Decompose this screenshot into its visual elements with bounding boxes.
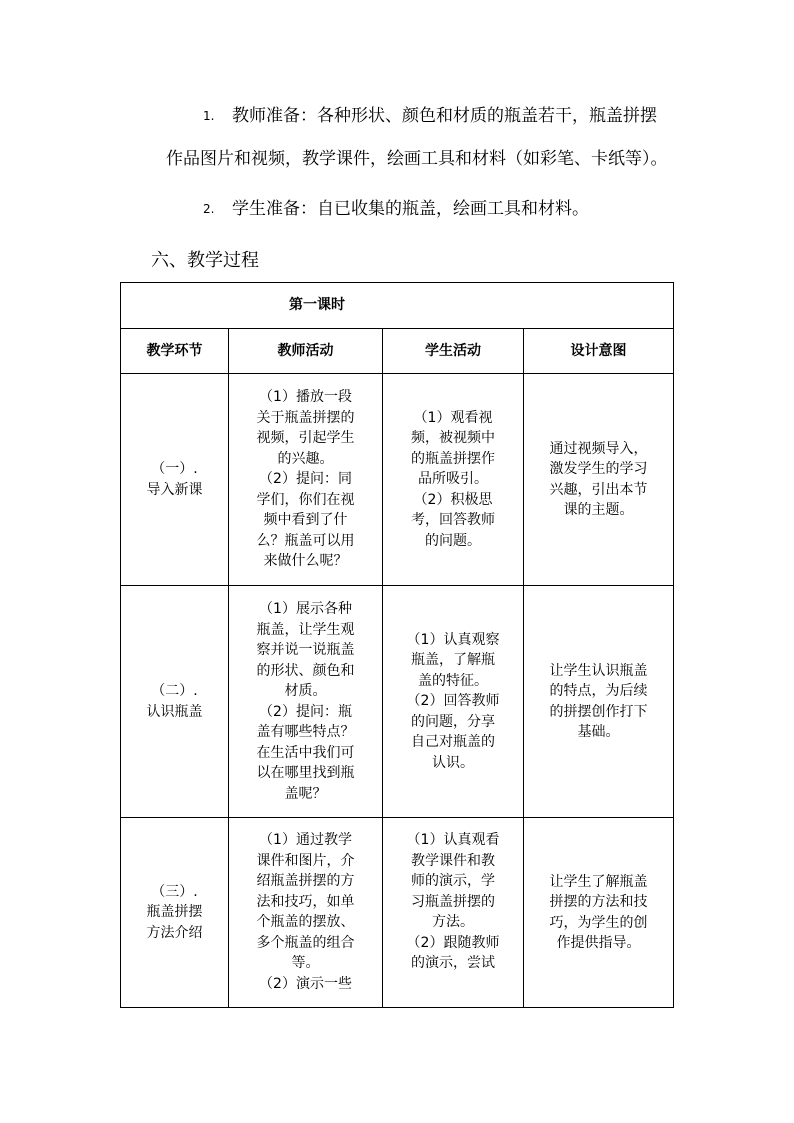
cell-text-line: 自己对瓶盖的 [411,734,495,751]
cell-text-line: 考，回答教师 [411,512,495,529]
cell-text-line: 频，被视频中 [411,430,495,447]
cell-text-line: 材质。 [284,683,327,699]
cell-text-line: 品所吸引。 [418,471,488,488]
design-intent-cell [524,374,674,586]
cell-text-line: 察并说一说瓶盖 [256,642,355,658]
teacher-prep-line-1: 教师准备：各种形状、颜色和材质的瓶盖若干，瓶盖拼摆 [232,106,657,126]
cell-text-line: 法和技巧，如单 [256,893,355,910]
cell-text-line: 频中看到了什 [263,512,348,529]
cell-text-line: 绍瓶盖拼摆的方 [256,873,355,889]
cell-text-line: （2）提问：瓶 [259,703,352,720]
cell-text-line: 以在哪里找到瓶 [256,765,355,781]
cell-text-line: 视频，引起学生 [256,430,355,447]
cell-text-line: 基础。 [577,724,620,740]
cell-text-line: 盖有哪些特点？ [256,724,355,740]
student-prep-line: 学生准备：自已收集的瓶盖，绘画工具和材料。 [232,199,589,219]
cell-text-line: 的特点，为后续 [549,683,648,699]
stage-cell [121,586,229,818]
cell-text-line: 么？瓶盖可以用 [256,532,355,549]
cell-text-line: 的问题，分享 [411,713,495,730]
cell-text-line: （1）认真观察 [406,631,500,648]
cell-text-line: 盖的特征。 [418,672,488,689]
stage-name: 方法介绍 [146,924,203,941]
stage-name: 认识瓶盖 [146,703,203,720]
cell-text-line: 课件和图片，介 [256,852,355,869]
section-heading: 六、教学过程 [151,250,259,271]
cell-text-line: 兴趣，引出本节 [549,481,648,498]
cell-text-line: 拼摆的方法和技 [549,894,648,910]
cell-text-line: 瓶盖，了解瓶 [411,652,495,669]
cell-text-line: 教学课件和教 [411,852,495,869]
cell-text-line: （1）播放一段 [259,389,352,406]
lesson-plan-table [120,282,674,1008]
cell-text-line: 习瓶盖拼摆的 [411,893,495,910]
cell-text-line: 的拼摆创作打下 [549,703,648,720]
teacher-activity-cell [229,818,383,1008]
stage-cell [121,374,229,586]
cell-text-line: 瓶盖，让学生观 [256,621,355,638]
student-activity-cell [383,374,524,586]
header-student-activity: 学生活动 [383,329,524,374]
teacher-prep-line-2: 作品图片和视频，教学课件，绘画工具和材料（如彩笔、卡纸等）。 [166,149,668,169]
cell-text-line: （2）回答教师 [406,693,500,710]
list-number-2: 2. [203,202,215,216]
cell-text-line: 关于瓶盖拼摆的 [256,409,355,426]
cell-text-line: 师的演示，学 [411,873,495,889]
cell-text-line: 来做什么呢？ [263,553,348,570]
stage-number: （一）. [151,461,198,477]
cell-text-line: 的兴趣。 [277,450,334,467]
cell-text-line: （2）跟随教师 [406,934,500,951]
header-stage: 教学环节 [121,329,229,374]
table-row [121,374,674,586]
design-intent-cell [524,586,674,818]
table-row [121,586,674,818]
design-intent-cell [524,818,674,1008]
cell-text-line: （1）观看视 [413,409,493,426]
cell-text-line: 课的主题。 [563,502,634,518]
cell-text-line: （2）提问：同 [259,471,352,488]
table-title-row [121,283,674,329]
cell-text-line: 多个瓶盖的组合 [256,934,355,951]
header-teacher-activity: 教师活动 [229,329,383,374]
header-design-intent: 设计意图 [524,329,674,374]
teacher-activity-cell [229,586,383,818]
stage-number: （三）. [151,883,198,900]
cell-text-line: （1）通过教学 [259,832,352,848]
cell-text-line: 让学生了解瓶盖 [549,873,648,890]
stage-name: 导入新课 [146,481,203,498]
cell-text-line: 认识。 [432,754,474,771]
cell-text-line: 巧，为学生的创 [549,914,648,931]
cell-text-line: （1）展示各种 [259,601,352,617]
cell-text-line: （2）演示一些 [259,975,352,992]
cell-text-line: 的形状、颜色和 [256,662,355,679]
cell-text-line: （2）积极思 [413,491,493,508]
stage-number: （二）. [151,683,198,699]
student-activity-cell [383,586,524,818]
cell-text-line: （1）认真观看 [406,832,500,848]
cell-text-line: 盖呢？ [284,785,327,802]
cell-text-line: 等。 [291,955,320,971]
cell-text-line: 的演示，尝试 [411,955,495,971]
cell-text-line: 通过视频导入， [549,440,648,457]
cell-text-line: 的瓶盖拼摆作 [411,450,495,467]
cell-text-line: 个瓶盖的摆放、 [256,914,355,930]
teacher-activity-cell [229,374,383,586]
table-header-row [121,329,674,374]
cell-text-line: 的问题。 [425,532,481,549]
stage-cell [121,818,229,1008]
stage-name: 瓶盖拼摆 [146,904,203,921]
student-activity-cell [383,818,524,1008]
cell-text-line: 激发学生的学习 [549,461,648,477]
table-row [121,818,674,1008]
lesson-period-title: 第一课时 [121,283,674,329]
cell-text-line: 学们，你们在视 [256,491,355,508]
cell-text-line: 让学生认识瓶盖 [549,662,648,679]
cell-text-line: 作提供指导。 [556,935,641,951]
cell-text-line: 方法。 [432,914,474,930]
list-number-1: 1. [203,109,215,123]
cell-text-line: 在生活中我们可 [256,744,355,761]
